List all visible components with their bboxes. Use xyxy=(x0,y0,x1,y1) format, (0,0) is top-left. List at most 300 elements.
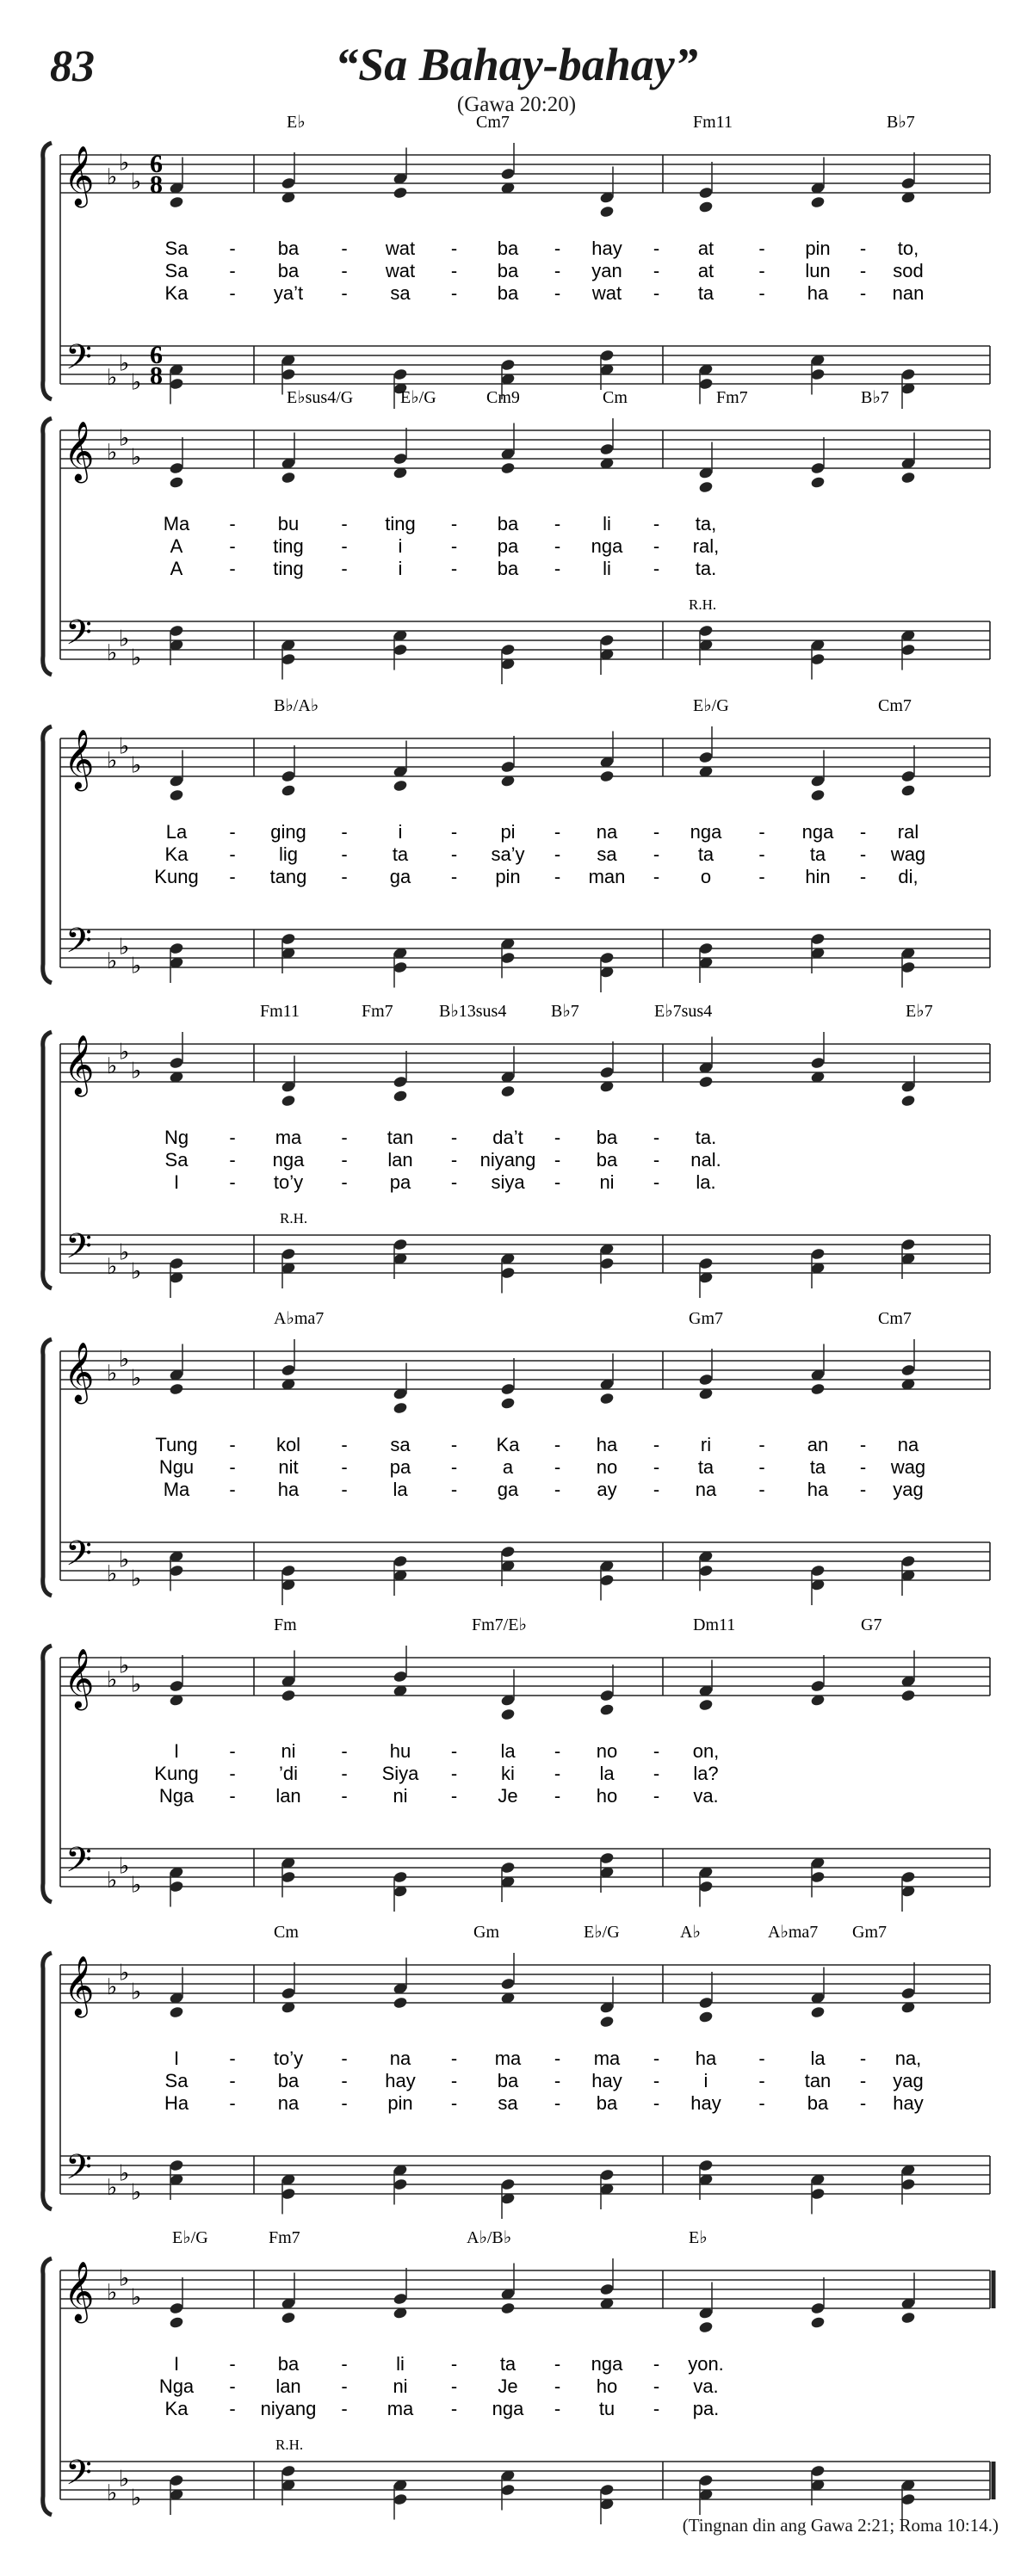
lyric-syllable: I xyxy=(173,2048,180,2069)
lyric-hyphen: - xyxy=(859,238,867,259)
lyric-hyphen: - xyxy=(229,260,236,281)
right-hand-label: R.H. xyxy=(280,1210,308,1226)
lyric-hyphen: - xyxy=(341,558,348,579)
lyric-syllable: hu xyxy=(389,1740,411,1762)
key-signature-flat-icon: ♭ xyxy=(119,1853,130,1880)
harmony-note xyxy=(281,2311,296,2324)
lyric-syllable: nga xyxy=(591,535,623,557)
lyric-syllable: I xyxy=(173,2353,180,2375)
harmony-note xyxy=(599,1703,615,1716)
staff-system-4 xyxy=(43,1002,990,1298)
lyric-hyphen: - xyxy=(653,1434,660,1455)
lyric-hyphen: - xyxy=(653,2048,660,2069)
key-signature-flat-icon: ♭ xyxy=(131,1258,142,1285)
lyric-hyphen: - xyxy=(450,1479,458,1500)
key-signature-flat-icon: ♭ xyxy=(119,1239,130,1266)
lyric-syllable: ba xyxy=(596,1149,618,1171)
lyric-hyphen: - xyxy=(859,2092,867,2114)
harmony-note xyxy=(599,1392,615,1405)
lyric-hyphen: - xyxy=(229,1479,236,1500)
chord-symbol: E♭/G xyxy=(584,1923,620,1942)
lyric-syllable: ting xyxy=(273,558,304,579)
lyric-syllable: hay xyxy=(385,2070,416,2091)
harmony-note xyxy=(169,788,184,801)
lyric-hyphen: - xyxy=(229,2070,236,2091)
lyric-syllable: la xyxy=(393,1479,408,1500)
lyric-hyphen: - xyxy=(341,1171,348,1193)
staff-system-5 xyxy=(43,1309,990,1605)
lyric-hyphen: - xyxy=(653,558,660,579)
lyric-syllable: tan xyxy=(387,1127,414,1148)
key-signature-flat-icon: ♭ xyxy=(131,1566,142,1592)
key-signature-flat-icon: ♭ xyxy=(131,1058,142,1084)
lyric-hyphen: - xyxy=(653,1479,660,1500)
lyric-hyphen: - xyxy=(341,1127,348,1148)
key-signature-flat-icon: ♭ xyxy=(107,365,118,391)
key-signature-flat-icon: ♭ xyxy=(131,2179,142,2206)
harmony-note xyxy=(810,1382,826,1395)
bass-clef-icon: 𝄢 xyxy=(65,613,92,661)
lyric-hyphen: - xyxy=(229,2092,236,2114)
lyric-syllable: ta xyxy=(697,282,714,304)
lyric-syllable: ral, xyxy=(692,535,720,557)
lyric-syllable: ting xyxy=(273,535,304,557)
chord-symbol: Fm7 xyxy=(362,1002,393,1021)
lyric-syllable: ki xyxy=(501,1763,515,1784)
system-bracket xyxy=(43,1339,52,1596)
song-title: “Sa Bahay-bahay” xyxy=(335,39,698,90)
lyric-syllable: pin xyxy=(495,866,521,887)
lyric-hyphen: - xyxy=(859,866,867,887)
key-signature-flat-icon: ♭ xyxy=(107,748,118,774)
staff-system-1 xyxy=(43,113,990,409)
lyric-hyphen: - xyxy=(450,2375,458,2397)
lyric-hyphen: - xyxy=(450,1785,458,1807)
lyric-hyphen: - xyxy=(758,282,765,304)
harmony-note xyxy=(500,2301,516,2314)
lyric-hyphen: - xyxy=(341,1479,348,1500)
lyric-hyphen: - xyxy=(341,866,348,887)
lyric-syllable: ba xyxy=(596,1127,618,1148)
harmony-note xyxy=(900,1094,916,1107)
lyric-syllable: ga xyxy=(497,1479,519,1500)
key-signature-flat-icon: ♭ xyxy=(119,425,130,452)
lyric-hyphen: - xyxy=(859,1479,867,1500)
lyric-syllable: Nga xyxy=(158,1785,195,1807)
lyric-syllable: Ha xyxy=(164,2092,189,2114)
lyric-syllable: ba xyxy=(277,238,300,259)
key-signature-flat-icon: ♭ xyxy=(131,169,142,195)
lyric-hyphen: - xyxy=(229,2353,236,2375)
lyric-syllable: na xyxy=(389,2048,411,2069)
lyric-hyphen: - xyxy=(653,821,660,843)
harmony-note xyxy=(698,1075,714,1088)
key-signature-flat-icon: ♭ xyxy=(119,1346,130,1373)
lyric-hyphen: - xyxy=(758,1456,765,1478)
lyric-syllable: to, xyxy=(897,238,919,259)
lyric-syllable: na xyxy=(277,2092,300,2114)
lyric-hyphen: - xyxy=(653,2353,660,2375)
lyric-syllable: I xyxy=(173,1171,180,1193)
harmony-note xyxy=(393,1996,408,2009)
chord-symbol: B♭7 xyxy=(551,1002,579,1021)
key-signature-flat-icon: ♭ xyxy=(107,2480,118,2506)
key-signature-flat-icon: ♭ xyxy=(107,1254,118,1280)
harmony-note xyxy=(698,2320,714,2333)
lyric-syllable: ba xyxy=(497,282,519,304)
lyric-hyphen: - xyxy=(229,2375,236,2397)
chord-symbol: A♭/B♭ xyxy=(467,2228,512,2247)
lyric-hyphen: - xyxy=(450,2048,458,2069)
chord-symbol: Cm7 xyxy=(476,113,510,132)
lyric-syllable: yon. xyxy=(688,2353,724,2375)
treble-clef-icon: 𝄞 xyxy=(64,421,95,481)
lyric-syllable: i xyxy=(398,535,403,557)
key-signature-flat-icon: ♭ xyxy=(107,2175,118,2201)
chord-symbol: Fm7 xyxy=(716,388,748,407)
key-signature-flat-icon: ♭ xyxy=(119,2160,130,2187)
lyric-hyphen: - xyxy=(229,1740,236,1762)
key-signature-flat-icon: ♭ xyxy=(131,953,142,979)
harmony-note xyxy=(810,2316,826,2329)
lyric-syllable: Ma xyxy=(163,513,190,534)
lyric-syllable: li xyxy=(603,558,611,579)
chord-symbol: E♭ xyxy=(689,2228,708,2247)
chord-symbol: Cm9 xyxy=(486,388,520,407)
lyric-syllable: Je xyxy=(498,2375,518,2397)
lyric-hyphen: - xyxy=(229,821,236,843)
lyric-syllable: sa xyxy=(390,1434,411,1455)
lyric-hyphen: - xyxy=(653,1127,660,1148)
lyric-syllable: sa’y xyxy=(491,843,525,865)
lyric-syllable: ta xyxy=(499,2353,516,2375)
lyric-syllable: na xyxy=(596,821,618,843)
key-signature-flat-icon: ♭ xyxy=(131,444,142,471)
lyric-syllable: tan xyxy=(804,2070,832,2091)
lyric-syllable: Je xyxy=(498,1785,518,1807)
lyric-hyphen: - xyxy=(341,238,348,259)
lyric-hyphen: - xyxy=(554,2048,561,2069)
lyric-syllable: wat xyxy=(385,238,416,259)
lyric-syllable: pa. xyxy=(692,2398,720,2419)
lyric-hyphen: - xyxy=(341,2375,348,2397)
chord-symbol: Dm11 xyxy=(693,1615,736,1634)
lyric-hyphen: - xyxy=(554,1149,561,1171)
lyric-syllable: I xyxy=(173,1740,180,1762)
key-signature-flat-icon: ♭ xyxy=(119,350,130,377)
system-bracket xyxy=(43,726,52,983)
lyric-hyphen: - xyxy=(341,1763,348,1784)
lyric-syllable: ging xyxy=(270,821,306,843)
lyric-syllable: pin xyxy=(387,2092,413,2114)
lyric-hyphen: - xyxy=(450,260,458,281)
bass-clef-icon: 𝄢 xyxy=(65,1226,92,1275)
lyric-hyphen: - xyxy=(229,238,236,259)
lyric-syllable: lan xyxy=(387,1149,413,1171)
lyric-hyphen: - xyxy=(554,535,561,557)
harmony-note xyxy=(500,1708,516,1720)
lyric-syllable: Sa xyxy=(164,1149,189,1171)
lyric-syllable: Ka xyxy=(164,843,189,865)
lyric-hyphen: - xyxy=(554,282,561,304)
lyric-syllable: Ka xyxy=(164,2398,189,2419)
harmony-note xyxy=(698,1698,714,1711)
harmony-note xyxy=(169,2316,184,2329)
lyric-syllable: Nga xyxy=(158,2375,195,2397)
lyric-syllable: ay xyxy=(597,1479,617,1500)
lyric-hyphen: - xyxy=(229,1456,236,1478)
lyric-syllable: i xyxy=(703,2070,708,2091)
chord-symbol: Cm xyxy=(274,1923,299,1942)
system-bracket xyxy=(43,1953,52,2209)
lyric-syllable: A xyxy=(170,558,183,579)
lyric-syllable: Sa xyxy=(164,2070,189,2091)
lyric-syllable: ni xyxy=(393,2375,408,2397)
lyric-syllable: ba xyxy=(497,513,519,534)
treble-clef-icon: 𝄞 xyxy=(64,2261,95,2321)
harmony-note xyxy=(281,784,296,797)
lyric-hyphen: - xyxy=(450,282,458,304)
lyric-hyphen: - xyxy=(229,2398,236,2419)
lyric-syllable: ta. xyxy=(695,1127,717,1148)
lyric-hyphen: - xyxy=(653,1763,660,1784)
lyric-hyphen: - xyxy=(554,2070,561,2091)
lyric-syllable: li xyxy=(603,513,611,534)
lyric-hyphen: - xyxy=(554,1740,561,1762)
lyric-hyphen: - xyxy=(653,866,660,887)
lyric-hyphen: - xyxy=(758,1479,765,1500)
lyric-hyphen: - xyxy=(653,260,660,281)
harmony-note xyxy=(698,201,714,213)
key-signature-flat-icon: ♭ xyxy=(131,1872,142,1899)
lyric-hyphen: - xyxy=(450,535,458,557)
lyric-syllable: lan xyxy=(275,2375,301,2397)
lyric-hyphen: - xyxy=(758,866,765,887)
lyric-syllable: ral xyxy=(897,821,919,843)
lyric-syllable: nga xyxy=(492,2398,524,2419)
lyric-syllable: ho xyxy=(596,2375,618,2397)
lyric-hyphen: - xyxy=(554,1434,561,1455)
harmony-note xyxy=(393,186,408,199)
lyric-syllable: da’t xyxy=(492,1127,523,1148)
lyric-syllable: to’y xyxy=(273,1171,304,1193)
lyric-syllable: siya xyxy=(491,1171,525,1193)
harmony-note xyxy=(393,779,408,792)
harmony-note xyxy=(599,769,615,782)
lyric-syllable: nit xyxy=(278,1456,299,1478)
chord-symbol: E♭/G xyxy=(693,696,729,715)
lyric-hyphen: - xyxy=(229,558,236,579)
chord-symbol: Cm7 xyxy=(878,696,912,715)
lyric-syllable: yag xyxy=(893,2070,924,2091)
lyric-hyphen: - xyxy=(758,2070,765,2091)
lyric-syllable: ni xyxy=(281,1740,296,1762)
lyric-syllable: ting xyxy=(385,513,416,534)
chord-symbol: Fm xyxy=(274,1615,297,1634)
chord-symbol: Fm11 xyxy=(260,1002,300,1021)
harmony-note xyxy=(169,476,184,489)
right-hand-label: R.H. xyxy=(689,596,717,613)
lyric-syllable: hay xyxy=(690,2092,721,2114)
lyric-syllable: ma xyxy=(275,1127,302,1148)
time-signature-bottom: 8 xyxy=(150,170,163,199)
lyric-hyphen: - xyxy=(554,2092,561,2114)
lyric-hyphen: - xyxy=(229,1171,236,1193)
lyric-syllable: an xyxy=(807,1434,829,1455)
time-signature-top: 6 xyxy=(150,150,163,178)
lyric-syllable: i xyxy=(398,558,403,579)
lyric-syllable: A xyxy=(170,535,183,557)
lyric-hyphen: - xyxy=(450,866,458,887)
lyric-hyphen: - xyxy=(758,260,765,281)
lyric-hyphen: - xyxy=(653,1149,660,1171)
chord-symbol: E♭/G xyxy=(400,388,436,407)
lyric-syllable: lan xyxy=(275,1785,301,1807)
key-signature-flat-icon: ♭ xyxy=(131,752,142,779)
harmony-note xyxy=(900,471,916,484)
chord-symbol: Cm xyxy=(603,388,628,407)
lyric-syllable: nga xyxy=(801,821,834,843)
key-signature-flat-icon: ♭ xyxy=(107,1561,118,1587)
lyric-hyphen: - xyxy=(341,2353,348,2375)
lyric-syllable: niyang xyxy=(260,2398,317,2419)
key-signature-flat-icon: ♭ xyxy=(119,934,130,961)
lyric-hyphen: - xyxy=(450,821,458,843)
lyric-hyphen: - xyxy=(554,558,561,579)
harmony-note xyxy=(900,784,916,797)
lyric-hyphen: - xyxy=(341,821,348,843)
treble-clef-icon: 𝄞 xyxy=(64,1648,95,1708)
key-signature-flat-icon: ♭ xyxy=(107,1053,118,1079)
chord-symbol: Fm7/E♭ xyxy=(472,1615,527,1634)
lyric-syllable: pin xyxy=(805,238,831,259)
harmony-note xyxy=(900,1689,916,1702)
lyric-syllable: ba xyxy=(277,2353,300,2375)
lyric-syllable: no xyxy=(596,1456,618,1478)
lyric-hyphen: - xyxy=(554,2398,561,2419)
lyric-syllable: at xyxy=(697,238,714,259)
system-bracket xyxy=(43,1032,52,1288)
lyric-hyphen: - xyxy=(653,2375,660,2397)
key-signature-flat-icon: ♭ xyxy=(107,640,118,666)
harmony-note xyxy=(698,2011,714,2023)
lyric-syllable: a xyxy=(502,1456,514,1478)
chord-symbol: Gm7 xyxy=(689,1309,723,1328)
bass-clef-icon: 𝄢 xyxy=(65,921,92,969)
lyric-hyphen: - xyxy=(653,238,660,259)
lyric-hyphen: - xyxy=(554,866,561,887)
lyric-hyphen: - xyxy=(341,1149,348,1171)
lyric-hyphen: - xyxy=(229,535,236,557)
system-bracket xyxy=(43,1646,52,1902)
system-bracket xyxy=(43,143,52,399)
lyric-syllable: ta xyxy=(809,843,826,865)
lyric-syllable: Ng xyxy=(164,1127,189,1148)
lyric-syllable: va. xyxy=(693,2375,719,2397)
lyric-hyphen: - xyxy=(554,2375,561,2397)
chord-symbol: G7 xyxy=(861,1615,882,1634)
lyric-syllable: ni xyxy=(599,1171,615,1193)
lyric-syllable: sa xyxy=(597,843,617,865)
chord-symbol: B♭7 xyxy=(861,388,889,407)
lyric-hyphen: - xyxy=(229,513,236,534)
lyric-syllable: Tung xyxy=(155,1434,198,1455)
chord-symbol: A♭ma7 xyxy=(768,1923,819,1942)
lyric-hyphen: - xyxy=(341,1740,348,1762)
lyric-syllable: yag xyxy=(893,1479,924,1500)
lyric-syllable: Sa xyxy=(164,260,189,281)
lyric-hyphen: - xyxy=(653,1785,660,1807)
harmony-note xyxy=(810,2005,826,2018)
lyric-hyphen: - xyxy=(450,1763,458,1784)
lyric-syllable: sa xyxy=(498,2092,518,2114)
lyric-syllable: hay xyxy=(591,2070,622,2091)
harmony-note xyxy=(810,476,826,489)
lyric-hyphen: - xyxy=(859,282,867,304)
lyric-syllable: at xyxy=(697,260,714,281)
lyric-syllable: va. xyxy=(693,1785,719,1807)
lyric-syllable: pa xyxy=(389,1456,411,1478)
chord-symbol: A♭ xyxy=(680,1923,701,1942)
lyric-syllable: ba xyxy=(277,260,300,281)
key-signature-flat-icon: ♭ xyxy=(107,164,118,190)
staff-system-6 xyxy=(43,1615,990,1912)
lyric-hyphen: - xyxy=(758,2048,765,2069)
lyric-hyphen: - xyxy=(859,2070,867,2091)
lyric-syllable: li xyxy=(396,2353,405,2375)
treble-clef-icon: 𝄞 xyxy=(64,1342,95,1402)
song-reference: (Gawa 20:20) xyxy=(456,93,577,116)
lyric-hyphen: - xyxy=(450,513,458,534)
lyric-syllable: na xyxy=(897,1434,919,1455)
lyric-hyphen: - xyxy=(653,1456,660,1478)
lyric-syllable: Siya xyxy=(381,1763,419,1784)
lyric-hyphen: - xyxy=(341,843,348,865)
treble-clef-icon: 𝄞 xyxy=(64,1035,95,1095)
lyric-hyphen: - xyxy=(450,1171,458,1193)
system-bracket xyxy=(43,2258,52,2515)
lyric-syllable: sa xyxy=(390,282,411,304)
chord-symbol: Cm7 xyxy=(878,1309,912,1328)
key-signature-flat-icon: ♭ xyxy=(107,440,118,466)
key-signature-flat-icon: ♭ xyxy=(131,1365,142,1392)
lyric-hyphen: - xyxy=(554,1171,561,1193)
lyric-hyphen: - xyxy=(554,513,561,534)
lyric-syllable: wag xyxy=(890,1456,926,1478)
lyric-syllable: niyang xyxy=(479,1149,536,1171)
key-signature-flat-icon: ♭ xyxy=(119,1652,130,1679)
lyric-syllable: ba xyxy=(497,558,519,579)
lyric-hyphen: - xyxy=(450,1127,458,1148)
lyric-syllable: ta xyxy=(809,1456,826,1478)
staff-system-3 xyxy=(43,696,990,992)
lyric-syllable: tu xyxy=(598,2398,615,2419)
lyric-syllable: ta. xyxy=(695,558,717,579)
chord-symbol: Gm7 xyxy=(852,1923,887,1942)
lyric-hyphen: - xyxy=(341,535,348,557)
lyric-hyphen: - xyxy=(859,260,867,281)
lyric-hyphen: - xyxy=(653,843,660,865)
lyric-hyphen: - xyxy=(450,1434,458,1455)
lyric-syllable: man xyxy=(588,866,626,887)
lyric-syllable: ba xyxy=(596,2092,618,2114)
lyric-hyphen: - xyxy=(554,238,561,259)
lyric-hyphen: - xyxy=(554,1479,561,1500)
lyric-hyphen: - xyxy=(859,2048,867,2069)
lyric-syllable: di, xyxy=(898,866,919,887)
lyric-hyphen: - xyxy=(554,260,561,281)
harmony-note xyxy=(599,205,615,218)
